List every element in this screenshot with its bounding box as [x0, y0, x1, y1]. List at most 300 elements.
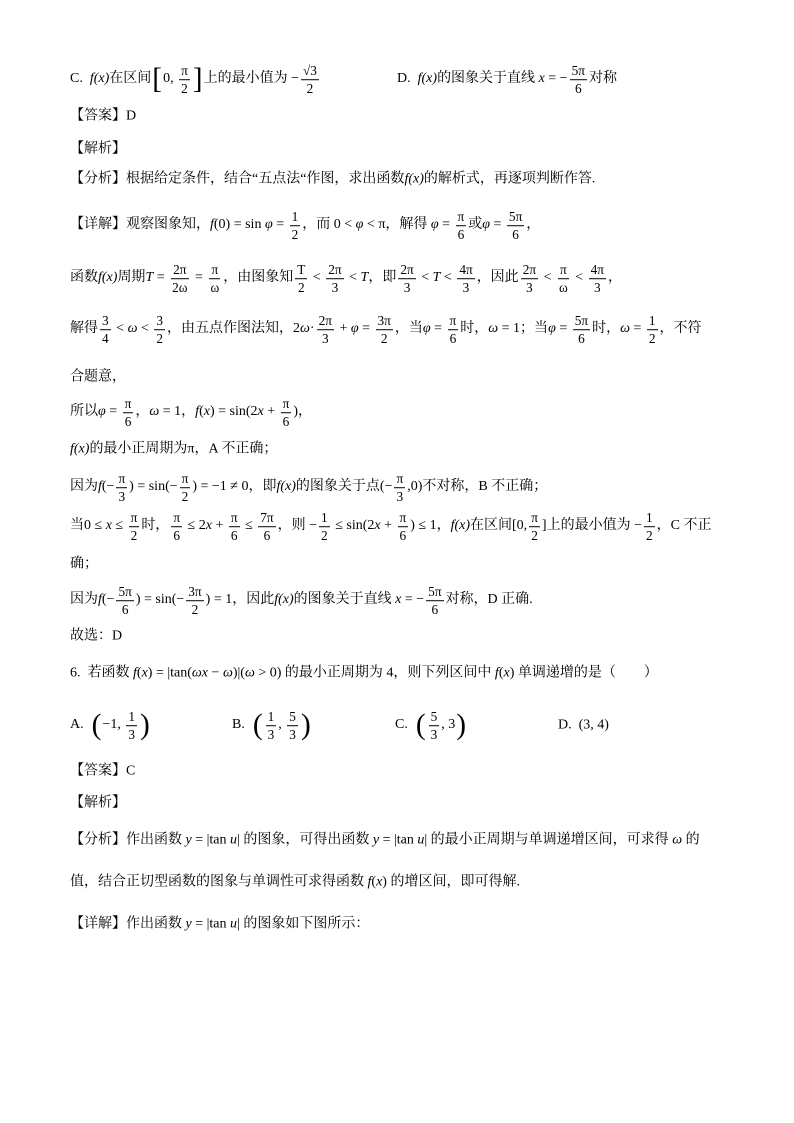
- fraction-numerator: 1: [644, 510, 655, 527]
- q5-detail-line-5: [70, 396, 312, 430]
- text-run: (−: [101, 592, 115, 608]
- text-run: ，C 不正: [656, 518, 712, 534]
- fraction-numerator: 3π: [186, 584, 203, 601]
- math-variable: f(x): [404, 171, 424, 187]
- math-variable: x: [205, 518, 212, 534]
- fraction: [529, 510, 540, 544]
- fraction-numerator: π: [398, 510, 409, 527]
- text-run: (3, 4): [578, 717, 609, 733]
- text-run: <: [571, 270, 587, 286]
- fraction: [573, 313, 590, 347]
- fraction-denominator: 2: [156, 331, 164, 347]
- analysis-label: 【解析】: [70, 141, 126, 157]
- fraction-denominator: 3: [594, 280, 601, 296]
- fraction: [287, 709, 298, 743]
- text-run: 在区间[0,: [470, 518, 528, 534]
- fraction-denominator: 3: [526, 280, 533, 296]
- text-run: (−: [101, 479, 115, 495]
- large-delimiter: ): [300, 709, 311, 742]
- fraction-numerator: π: [394, 471, 405, 488]
- text-run: = |tan: [379, 832, 418, 848]
- math-variable: ω: [222, 665, 233, 681]
- fraction: [557, 262, 570, 296]
- math-variable: f(x): [70, 441, 90, 457]
- text-run: ，由图象知: [223, 270, 294, 286]
- large-delimiter: ): [139, 709, 150, 742]
- text-run: <: [417, 270, 433, 286]
- fraction-denominator: 6: [449, 331, 457, 347]
- text-run: 的图象关于点(−: [295, 479, 393, 495]
- text-run: 【分析】根据给定条件，结合“五点法“作图，求出函数: [70, 171, 405, 187]
- fraction: [229, 510, 240, 544]
- text-run: 当0 ≤: [70, 518, 106, 534]
- text-run: 的最小正周期为π，A 不正确；: [89, 441, 278, 457]
- text-run: = 1，: [159, 404, 196, 420]
- text-run: 解得: [70, 321, 98, 337]
- fraction-denominator: 2: [130, 528, 138, 544]
- math-variable: ωx: [191, 665, 209, 681]
- text-run: B.: [232, 717, 252, 733]
- math-variable: f: [195, 404, 200, 420]
- text-run: <: [440, 270, 456, 286]
- text-run: 上的最小值为 −: [203, 71, 299, 87]
- fraction-denominator: 6: [574, 81, 582, 97]
- fraction: [429, 709, 440, 743]
- text-run: =: [191, 270, 207, 286]
- math-variable: x: [141, 665, 148, 681]
- math-variable: u: [417, 832, 425, 848]
- fraction-numerator: 3: [100, 313, 111, 330]
- q6-analysis-line-1: [70, 833, 700, 850]
- fraction-denominator: 3: [462, 280, 470, 296]
- fraction-numerator: π: [529, 510, 540, 527]
- text-run: C.: [395, 717, 415, 733]
- fraction-denominator: 6: [263, 528, 271, 544]
- fraction-numerator: 2π: [326, 262, 343, 279]
- text-run: D.: [397, 71, 418, 87]
- fraction: [521, 262, 538, 296]
- text-run: =: [105, 404, 121, 420]
- fraction: [116, 584, 133, 618]
- text-run: (: [136, 665, 142, 681]
- fraction: [154, 313, 165, 347]
- fraction: [100, 313, 111, 347]
- text-run: ≤: [111, 518, 127, 534]
- fraction-numerator: √3: [301, 63, 319, 80]
- large-delimiter: (: [91, 709, 102, 742]
- q5-detail-line-1: [70, 209, 540, 243]
- fraction-denominator: 2: [531, 528, 538, 544]
- text-run: C.: [70, 71, 90, 87]
- q6-stem: [70, 666, 658, 683]
- fraction-numerator: 3π: [376, 313, 393, 330]
- math-variable: φ: [482, 217, 491, 233]
- fraction: [116, 471, 127, 505]
- fraction: [129, 510, 140, 544]
- answer-text: 【答案】C: [70, 763, 136, 779]
- fraction-numerator: π: [180, 471, 191, 488]
- fraction-denominator: 6: [124, 414, 132, 430]
- conclusion-text: 故选：D: [70, 628, 123, 644]
- text-run: ) = sin(−: [129, 479, 178, 495]
- fraction-numerator: π: [209, 262, 220, 279]
- fraction: [295, 262, 307, 296]
- q5-detail-line-10: [70, 584, 533, 618]
- text-run: ) = 1，因此: [205, 592, 275, 608]
- fraction-numerator: 1: [266, 709, 277, 726]
- text-run: =: [358, 321, 374, 337]
- text-run: )，: [293, 404, 313, 420]
- text-run: < π，解得: [363, 217, 431, 233]
- fraction-denominator: 4: [102, 331, 109, 347]
- fraction-denominator: 6: [512, 227, 519, 243]
- fraction: [398, 510, 409, 544]
- fraction-numerator: 4π: [589, 262, 606, 279]
- fraction-denominator: 3: [331, 280, 339, 296]
- text-run: 的: [682, 832, 700, 848]
- text-run: ，不符: [659, 321, 702, 337]
- text-run: =: [430, 321, 446, 337]
- math-variable: ω: [127, 321, 138, 337]
- math-variable: T: [360, 270, 369, 286]
- fraction-numerator: 5π: [426, 584, 443, 601]
- fraction-numerator: 1: [126, 709, 137, 726]
- text-run: (: [498, 665, 504, 681]
- text-run: 在区间: [109, 71, 152, 87]
- text-run: =: [555, 321, 571, 337]
- fraction-numerator: 7π: [258, 510, 275, 527]
- fraction-denominator: 6: [230, 528, 238, 544]
- math-variable: u: [230, 832, 238, 848]
- math-variable: φ: [350, 321, 359, 337]
- q5-option-d: [397, 63, 617, 97]
- text-run: 确；: [70, 556, 98, 572]
- q5-detail-line-2: [70, 262, 622, 296]
- fraction-numerator: π: [116, 471, 127, 488]
- text-run: ≤: [241, 518, 257, 534]
- text-run: −1,: [102, 717, 125, 733]
- fraction-denominator: 6: [431, 602, 439, 618]
- fraction-numerator: π: [179, 63, 190, 80]
- text-run: 的图象关于直线: [293, 592, 396, 608]
- math-variable: φ: [430, 217, 439, 233]
- fraction-denominator: 6: [578, 331, 585, 347]
- fraction-denominator: 3: [321, 331, 329, 347]
- math-variable: f(x): [417, 71, 438, 87]
- text-run: <: [112, 321, 128, 337]
- fraction: [319, 510, 330, 544]
- math-variable: x: [257, 404, 264, 420]
- text-run: 或: [468, 217, 483, 233]
- large-delimiter: ): [456, 709, 467, 742]
- fraction: [186, 584, 203, 618]
- fraction-numerator: 1: [319, 510, 330, 527]
- math-variable: y: [372, 832, 380, 848]
- fraction-numerator: 5: [429, 709, 440, 726]
- math-variable: y: [185, 916, 192, 932]
- text-run: ) = −1 ≠ 0，即: [192, 479, 277, 495]
- fraction-numerator: 5π: [570, 63, 587, 80]
- fraction-numerator: π: [229, 510, 240, 527]
- text-run: =: [629, 321, 645, 337]
- fraction-denominator: 3: [289, 727, 296, 743]
- text-run: ，而 0 <: [302, 217, 356, 233]
- text-run: 函数: [70, 270, 98, 286]
- text-run: ,0)不对称，B 不正确；: [407, 479, 548, 495]
- text-run: ) 单调递增的是（ ）: [509, 665, 658, 681]
- fraction: [126, 709, 137, 743]
- fraction: [507, 209, 524, 243]
- q6-option-b: [232, 709, 312, 743]
- text-run: ) 的增区间，即可得解.: [382, 874, 520, 890]
- math-variable: f: [367, 874, 372, 890]
- text-run: ) = sin(−: [135, 592, 185, 608]
- text-run: ，因此: [476, 270, 519, 286]
- text-run: | 的最小正周期与单调递增区间，可求得: [424, 832, 673, 848]
- math-variable: ω: [488, 321, 499, 337]
- fraction-numerator: π: [456, 209, 467, 226]
- math-variable: f(x): [450, 518, 471, 534]
- text-run: ，即: [368, 270, 397, 286]
- fraction-denominator: 2: [306, 81, 314, 97]
- text-run: )|(: [232, 665, 245, 681]
- math-variable: y: [185, 832, 192, 848]
- text-run: =: [153, 270, 169, 286]
- text-run: ) = |tan(: [147, 665, 192, 681]
- fraction-denominator: 2: [321, 528, 328, 544]
- fraction: [171, 510, 182, 544]
- fraction-denominator: 2: [191, 602, 199, 618]
- text-run: ]上的最小值为 −: [541, 518, 642, 534]
- fraction-denominator: 2ω: [172, 280, 188, 296]
- math-variable: f(x): [274, 592, 294, 608]
- text-run: ) = sin(2: [209, 404, 258, 420]
- math-variable: x: [376, 874, 383, 890]
- fraction-numerator: π: [123, 396, 134, 413]
- fraction-numerator: 2π: [317, 313, 334, 330]
- math-variable: ω: [672, 832, 683, 848]
- text-run: =: [490, 217, 505, 233]
- fraction-numerator: 2π: [171, 262, 188, 279]
- fraction: [644, 510, 655, 544]
- fraction-denominator: 3: [267, 727, 275, 743]
- q5-conclusion: [70, 629, 122, 646]
- fraction: [170, 262, 189, 296]
- fraction-numerator: 5π: [116, 584, 133, 601]
- text-run: (0) = sin: [213, 217, 265, 233]
- fraction-numerator: 3: [154, 313, 165, 330]
- text-run: 【详解】作出函数: [70, 916, 186, 932]
- text-run: =: [438, 217, 454, 233]
- fraction-numerator: π: [129, 510, 140, 527]
- math-variable: f(x): [98, 270, 118, 286]
- text-run: =: [272, 217, 288, 233]
- text-run: ，: [608, 270, 623, 286]
- text-run: +: [263, 404, 279, 420]
- fraction-denominator: 2: [380, 331, 388, 347]
- fraction-denominator: 2: [291, 227, 299, 243]
- q5-analysis-label: [70, 142, 126, 159]
- text-run: = |tan: [191, 832, 231, 848]
- fraction: [326, 262, 343, 296]
- math-variable: f: [494, 665, 499, 681]
- math-variable: f: [98, 479, 102, 495]
- math-variable: x: [395, 592, 402, 608]
- math-variable: f(x): [276, 479, 296, 495]
- math-variable: T: [432, 270, 441, 286]
- text-run: A.: [70, 717, 91, 733]
- fraction: [180, 471, 191, 505]
- fraction-denominator: 6: [457, 227, 465, 243]
- fraction: [570, 63, 587, 97]
- fraction: [208, 262, 221, 296]
- fraction-denominator: 3: [128, 727, 135, 743]
- math-variable: T: [145, 270, 154, 286]
- text-run: 合题意，: [70, 369, 126, 385]
- large-delimiter: [: [152, 63, 163, 96]
- fraction: [301, 63, 319, 97]
- text-run: <: [540, 270, 555, 286]
- text-run: +: [335, 321, 351, 337]
- text-run: ，: [526, 217, 541, 233]
- math-variable: u: [230, 916, 238, 932]
- text-run: 对称，D 正确.: [445, 592, 533, 608]
- fraction-denominator: 6: [399, 528, 407, 544]
- fraction-numerator: π: [448, 313, 459, 330]
- math-variable: ω: [149, 404, 160, 420]
- text-run: 时，: [592, 321, 621, 337]
- fraction: [376, 313, 393, 347]
- q5-detail-line-6: [70, 442, 277, 459]
- text-run: 的图象关于直线: [437, 71, 539, 87]
- text-run: ·: [309, 321, 315, 337]
- text-run: 时，: [141, 518, 170, 534]
- math-variable: φ: [355, 217, 364, 233]
- fraction: [448, 313, 459, 347]
- fraction: [266, 709, 277, 743]
- text-run: +: [211, 518, 227, 534]
- fraction-numerator: 2π: [521, 262, 538, 279]
- analysis-label: 【解析】: [70, 795, 126, 811]
- text-run: <: [309, 270, 325, 286]
- fraction-denominator: 3: [118, 489, 126, 505]
- text-run: 6. 若函数: [70, 665, 133, 681]
- fraction-denominator: ω: [210, 280, 220, 296]
- text-run: = 1；当: [498, 321, 549, 337]
- text-run: 周期: [117, 270, 146, 286]
- text-run: 的解析式，再逐项判断作答.: [423, 171, 596, 187]
- q6-answer: [70, 764, 135, 781]
- fraction: [589, 262, 606, 296]
- text-run: 【详解】观察图象知，: [70, 217, 210, 233]
- text-run: ，由五点作图法知，2: [167, 321, 301, 337]
- large-delimiter: (: [252, 709, 263, 742]
- large-delimiter: (: [415, 709, 426, 742]
- text-run: ，: [135, 404, 150, 420]
- fraction-denominator: 2: [297, 280, 305, 296]
- fraction: [647, 313, 658, 347]
- fraction-numerator: 1: [290, 209, 301, 226]
- math-variable: x: [203, 404, 210, 420]
- fraction: [457, 262, 474, 296]
- q5-answer: [70, 109, 136, 126]
- text-run: 0,: [163, 71, 178, 87]
- text-run: , 3: [441, 717, 456, 733]
- math-variable: x: [503, 665, 510, 681]
- q5-detail-line-9: [70, 557, 98, 574]
- text-run: ≤ sin(2: [331, 518, 375, 534]
- text-run: 因为: [70, 592, 98, 608]
- text-run: > 0) 的最小正周期为 4，则下列区间中: [254, 665, 495, 681]
- fraction-denominator: 2: [181, 81, 188, 97]
- fraction-numerator: π: [281, 396, 292, 413]
- fraction: [290, 209, 301, 243]
- fraction: [123, 396, 134, 430]
- text-run: = −: [544, 71, 568, 87]
- text-run: (: [371, 874, 377, 890]
- fraction-numerator: 5: [287, 709, 298, 726]
- q6-detail: [70, 917, 369, 934]
- fraction: [398, 262, 415, 296]
- text-run: −: [208, 665, 223, 681]
- fraction-denominator: 2: [181, 489, 189, 505]
- fraction-denominator: 2: [645, 528, 653, 544]
- fraction-numerator: 1: [647, 313, 658, 330]
- text-run: <: [345, 270, 361, 286]
- fraction: [179, 63, 190, 97]
- q5-detail-line-4: [70, 370, 126, 387]
- q6-analysis-line-2: [70, 875, 520, 892]
- q6-option-d: [558, 718, 609, 735]
- text-run: <: [137, 321, 153, 337]
- math-variable: x: [105, 518, 112, 534]
- fraction: [258, 510, 275, 544]
- text-run: ，当: [394, 321, 423, 337]
- text-run: 所以: [70, 404, 98, 420]
- q5-detail-line-7: [70, 471, 547, 505]
- fraction-numerator: 5π: [507, 209, 524, 226]
- fraction-denominator: ω: [558, 280, 568, 296]
- math-variable: ω: [244, 665, 255, 681]
- math-variable: φ: [422, 321, 431, 337]
- text-run: = |tan: [191, 916, 231, 932]
- fraction-numerator: T: [295, 262, 307, 279]
- fraction: [317, 313, 334, 347]
- q6-option-a: [70, 709, 151, 743]
- math-variable: x: [374, 518, 381, 534]
- large-delimiter: ]: [192, 63, 203, 96]
- fraction-denominator: 3: [430, 727, 438, 743]
- fraction-numerator: 4π: [457, 262, 474, 279]
- q5-analysis: [70, 172, 595, 189]
- fraction: [426, 584, 443, 618]
- fraction-numerator: 2π: [398, 262, 415, 279]
- text-run: | 的图象如下图所示：: [237, 916, 370, 932]
- text-run: ) ≤ 1，: [410, 518, 451, 534]
- fraction-numerator: π: [171, 510, 182, 527]
- q6-option-c: [395, 709, 467, 743]
- fraction-numerator: 5π: [573, 313, 590, 330]
- fraction: [281, 396, 292, 430]
- q5-option-c: [70, 63, 321, 97]
- q5-detail-line-3: [70, 313, 702, 347]
- fraction-denominator: 6: [282, 414, 290, 430]
- text-run: ≤ 2: [184, 518, 206, 534]
- math-variable: x: [538, 71, 545, 87]
- math-variable: f: [98, 592, 102, 608]
- text-run: 对称: [588, 71, 617, 87]
- text-run: ，则 −: [277, 518, 318, 534]
